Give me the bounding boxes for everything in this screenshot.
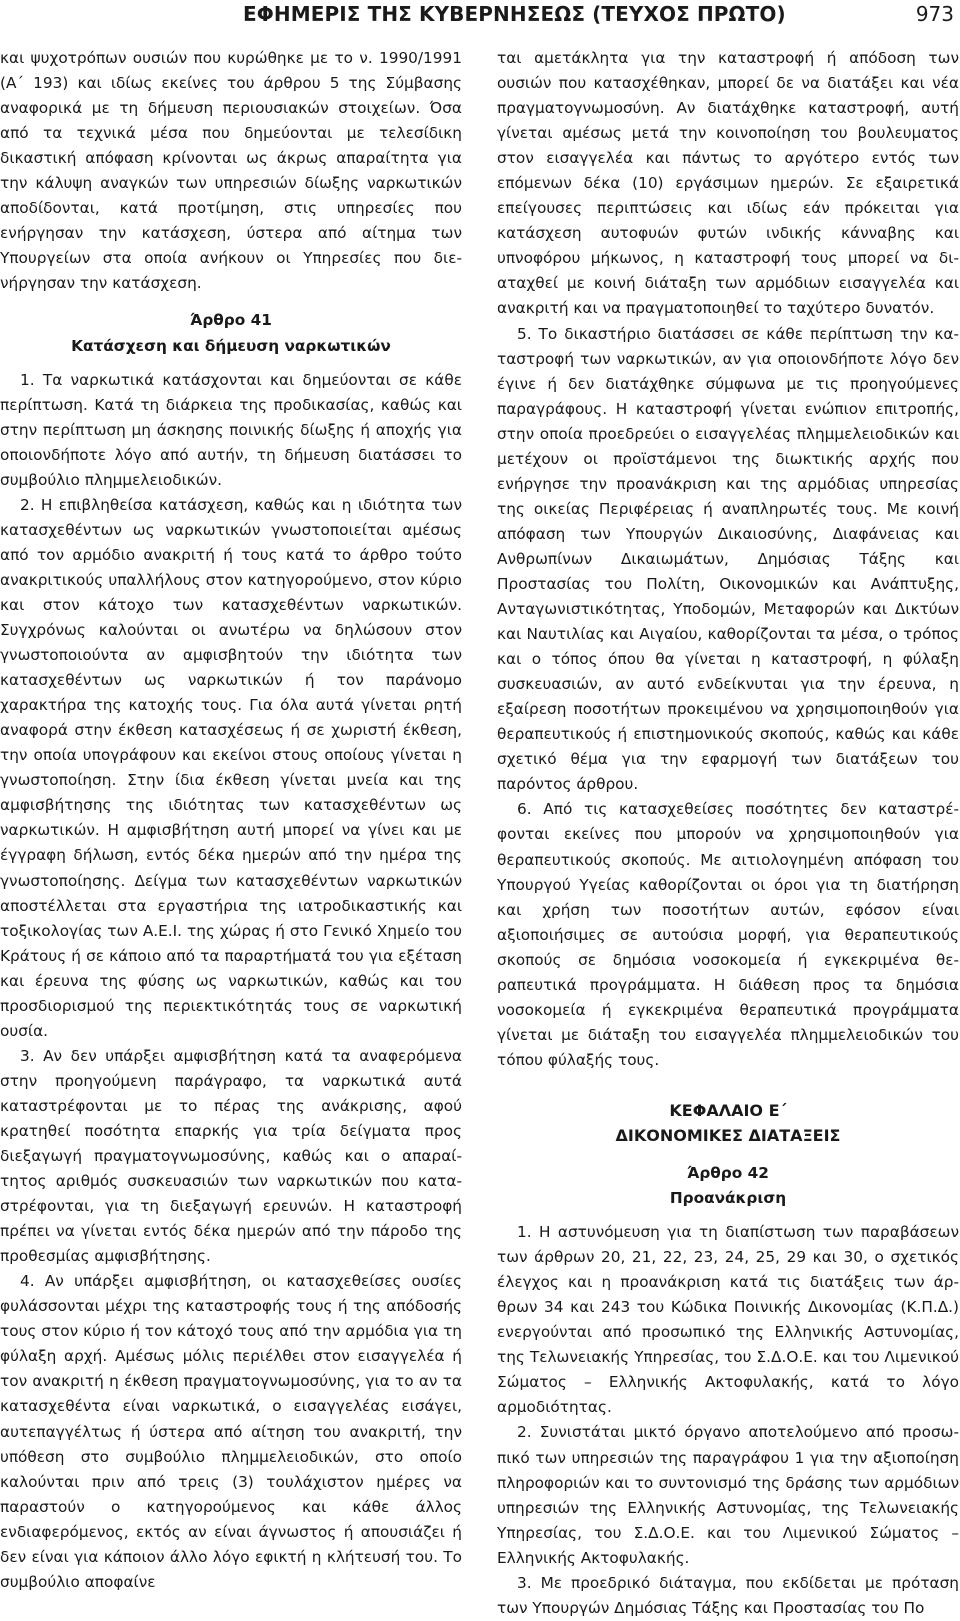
article-41-paragraph-2: 2. Η επιβληθείσα κατάσχεση, καθώς και η ιδιότητα των κατασχεθέντων ως ναρκωτικών γνωστοποιείται αμέσως από τον αρμόδιο ανακριτή ή τους κατά το άρθρο τούτο ανακριτικούς υπαλλήλους στον κατηγορούμενο, στον κύριο και στον κάτοχο των κατασχεθέντων ναρκωτικών. Συγχρόνως καλούνται οι ανωτέρω να δηλώσουν στον γνωστοποιούντα αν αμφισβητούν την ιδιότητα των κατασχεθέντων ως ναρκωτικών ή τον παράνομο χαρακτήρα της κατοχής τους. Για όλα αυτά γίνεται ρητή αναφορά στην έκθεση κατασχέσεως ή σε χωριστή έκθεση, την οποία υπογράφουν και εκείνοι στους οποίους γίνεται η γνωστοποίηση. Στην ίδια έκθεση γίνεται μνεία και της αμφισβήτησης της ιδιότητας των κατασχεθέντων ως ναρκωτικών. Η αμφισβήτηση αυτή μπορεί να γίνει και με έγγραφη δήλωση, εντός δέκα ημερών από την ημέρα της γνωστοποίησης. Δείγμα των κατασχεθέντων ναρκωτικών αποστέλλεται στα εργαστήρια της ιατροδικαστικής και τοξικολογίας των Α.Ε.Ι. της χώρας ή στο Γενικό Χημείο του Κράτους ή σε κάποιο από τα παραρτήματά του για εξέταση και έρευνα της φύσης ως ναρκωτικών, καθώς και του προσδιορισμού της περιεκτικότητάς τους σε ναρκωτική ουσία. — [0, 495, 462, 1040]
right-column — [497, 46, 959, 1617]
left-column — [0, 46, 462, 1591]
article-41-number: Άρθρο 41 — [190, 311, 272, 330]
continuation-paragraph: ται αμετάκλητα για την καταστροφή ή απόδοση των ουσιών που κατασχέθηκαν, μπορεί δε να διατάξει και νέα πραγματογνωμοσύνη. Αν διατάχθηκε καταστροφή, αυτή γίνεται αμέσως μετά την κοινοποίηση του βουλευματος στον εισαγγελέα και πάντως το αργότερο εντός των επόμενων δέκα (10) εργάσιμων ημερών. Σε εξαιρετικά επείγουσες περιπτώσεις και ιδίως εάν πρόκειται για κατάσχεση αυτοφυών φυτών ινδικής κάνναβης και υπνοφόρου μήκωνος, η καταστροφή τους μπορεί να διαταχθεί με κοινή διάταξη των αρμόδιων εισαγγελέα και ανακριτή και να πραγματοποιηθεί το ταχύτερο δυνατόν. — [497, 49, 959, 318]
article-42-paragraph-3: 3. Με προεδρικό διάταγμα, που εκδίδεται με πρόταση των Υπουργών Δημόσιας Τάξης και Προστασίας του Πο — [497, 1573, 959, 1617]
article-42-title: Προανάκριση — [669, 1189, 787, 1208]
chapter-title: ΔΙΚΟΝΟΜΙΚΕΣ ΔΙΑΤΑΞΕΙΣ — [615, 1125, 841, 1145]
article-41-paragraph-5: 5. Το δικαστήριο διατάσσει σε κάθε περίπτωση την καταστροφή των ναρκωτικών, αν για οποιονδήποτε λόγο δεν έγινε ή δεν διατάχθηκε σύμφωνα με τις προηγούμενες παραγράφους. Η καταστροφή γίνεται ενώπιον επιτροπής, στην οποία προεδρεύει ο εισαγγελέας πλημμελειοδικών και μετέχουν οι προϊστάμενοι της διωκτικής αρχής που ενήργησε την προανάκριση και της αρμόδιας υπηρεσίας της οικείας Περιφέρειας ή αναπληρωτές τους. Με κοινή απόφαση των Υπουργών Δικαιοσύνης, Διαφάνειας και Ανθρωπίνων Δικαιωμάτων, Δημόσιας Τάξης και Προστασίας του Πολίτη, Οικονομικών και Ανάπτυξης, Ανταγωνιστικότητας, Υποδομών, Μεταφορών και Δικτύων και Ναυτιλίας και Αιγαίου, καθορίζονται τα μέσα, ο τρόπος και ο τόπος όπου θα γίνεται η καταστροφή, η φύλαξη συσκευασιών, αν αυτό ενδείκνυται για την έρευνα, η εξαίρεση ποσοτήτων προκειμένου να χρησιμοποιηθούν για θεραπευτικούς ή επιστημονικούς σκοπούς, καθώς και κάθε σχετικό θέμα για την εφαρμογή των διατάξεων του παρόντος άρθρου. — [497, 324, 959, 794]
page-header — [0, 0, 960, 32]
article-42-paragraph-2: 2. Συνιστάται μικτό όργανο αποτελούμενο από προσωπικό των υπηρεσιών της παραγράφου 1 για την αξιοποίηση πληροφοριών και το συντονισμό της δράσης των αρμόδιων υπηρεσιών της Ελληνικής Αστυνομίας, της Τελωνειακής Υπηρεσίας, του Σ.Δ.Ο.Ε. και του Λιμενικού Σώματος – Ελληνικής Ακτοφυλακής. — [497, 1423, 959, 1567]
article-41-paragraph-3: 3. Αν δεν υπάρξει αμφισβήτηση κατά τα αναφερόμενα στην προηγούμενη παράγραφο, τα ναρκωτικά αυτά καταστρέφονται με το πέρας της ανάκρισης, αφού κρατηθεί ποσότητα επαρκής για τρία δείγματα προς διεξαγωγή πραγματογνωμοσύνης, καθώς και ο απαραίτητος αριθμός συσκευασιών των ναρκωτικών που καταστρέφονται, για τη διεξαγωγή ερευνών. Η καταστροφή πρέπει να γίνεται εντός δέκα ημερών από την πάροδο της προθεσμίας αμφισβήτησης. — [0, 1046, 462, 1266]
article-42-number: Άρθρο 42 — [687, 1164, 769, 1183]
page-number: 973 — [915, 2, 954, 26]
article-41-title: Κατάσχεση και δήμευση ναρκωτικών — [71, 336, 391, 355]
article-41-paragraph-4: 4. Αν υπάρξει αμφισβήτηση, οι κατασχεθείσες ουσίες φυλάσσονται μέχρι της καταστροφής τους ή της απόδοσής τους στον κύριο ή τον κάτοχό τους από την αρμόδια για τη φύλαξη αρχή. Αμέσως μόλις περιέλθει στον εισαγγελέα ή τον ανακριτή η έκθεση πραγματογνωμοσύνης, για το αν τα κατασχεθέντα είναι ναρκωτικά, ο εισαγγελέας εισάγει, αυτεπαγγέλτως ή ύστερα από αίτηση του ανακριτή, την υπόθεση στο συμβούλιο πλημμελειοδικών, στο οποίο καλούνται πριν από τρεις (3) τουλάχιστον ημέρες να παραστούν ο κατηγορούμενος και κάθε άλλος ενδιαφερόμενος, εκτός αν είναι άγνωστος ή απουσιάζει ή δεν είναι για κάποιον άλλο λόγο εφικτή η κλήτευσή του. Το συμβούλιο αποφαίνε — [0, 1272, 462, 1591]
article-41-paragraph-6: 6. Από τις κατασχεθείσες ποσότητες δεν καταστρέφονται εκείνες που μπορούν να χρησιμοποιηθούν για θεραπευτικούς σκοπούς. Με αιτιολογημένη απόφαση του Υπουργού Υγείας καθορίζονται οι όροι για τη διατήρηση και χρήση των ποσοτήτων αυτών, εφόσον είναι αξιοποιήσιμες σε αυτούσια μορφή, για θεραπευτικούς σκοπούς σε δημόσια νοσοκομεία ή εγκεκριμένα θεραπευτικά προγράμματα. Η διάθεση προς τα δημόσια νοσοκομεία ή εγκεκριμένα θεραπευτικά προγράμματα γίνεται με διάταξη του εισαγγελέα πλημμελειοδικών του τόπου φύλαξής τους. — [497, 800, 959, 1069]
article-42-paragraph-1: 1. Η αστυνόμευση για τη διαπίστωση των παραβάσεων των άρθρων 20, 21, 22, 23, 24, 25, 29 και 30, ο σχετικός έλεγχος και η προανάκριση κατά τις διατάξεις των άρθρων 34 και 243 του Κώδικα Ποινικής Δικονομίας (Κ.Π.Δ.) ενεργούνται από προσωπικό της Ελληνικής Αστυνομίας, της Τελωνειακής Υπηρεσίας, του Σ.Δ.Ο.Ε. και του Λιμενικού Σώματος – Ελληνικής Ακτοφυλακής, κατά το λόγο αρμοδιότητας. — [497, 1223, 959, 1417]
article-41-paragraph-1: 1. Τα ναρκωτικά κατάσχονται και δημεύονται σε κάθε περίπτωση. Κατά τη διάρκεια της προδικασίας, καθώς και στην περίπτωση μη άσκησης ποινικής δίωξης ή αποχής για οποιονδήποτε λόγο από αυτήν, τη δήμευση διατάσσει το συμβούλιο πλημμελειοδικών. — [0, 370, 462, 489]
continuation-paragraph: και ψυχοτρόπων ουσιών που κυρώθηκε με το ν. 1990/1991 (Α΄ 193) και ιδίως εκείνες του άρθρου 5 της Σύμβασης αναφορικά με τη δήμευση περιουσιακών στοιχείων. Όσα από τα τεχνικά μέσα που δημεύονται με τελεσίδικη δικαστική απόφαση κρίνονται ως άκρως απαραίτητα για την κάλυψη αναγκών των υπηρεσιών δίωξης ναρκωτικών αποδίδονται, κατά προτίμηση, στις υπηρεσίες που ενήργησαν την κατάσχεση, ύστερα από αίτημα των Υπουργείων στα οποία ανήκουν οι Υπηρεσίες που διενήργησαν την κατάσχεση. — [0, 49, 462, 293]
gazette-title: ΕΦΗΜΕΡΙΣ ΤΗΣ ΚΥΒΕΡΝΗΣΕΩΣ (ΤΕΥΧΟΣ ΠΡΩΤΟ) — [243, 2, 786, 26]
chapter-number: ΚΕΦΑΛΑΙΟ Ε΄ — [669, 1100, 787, 1120]
